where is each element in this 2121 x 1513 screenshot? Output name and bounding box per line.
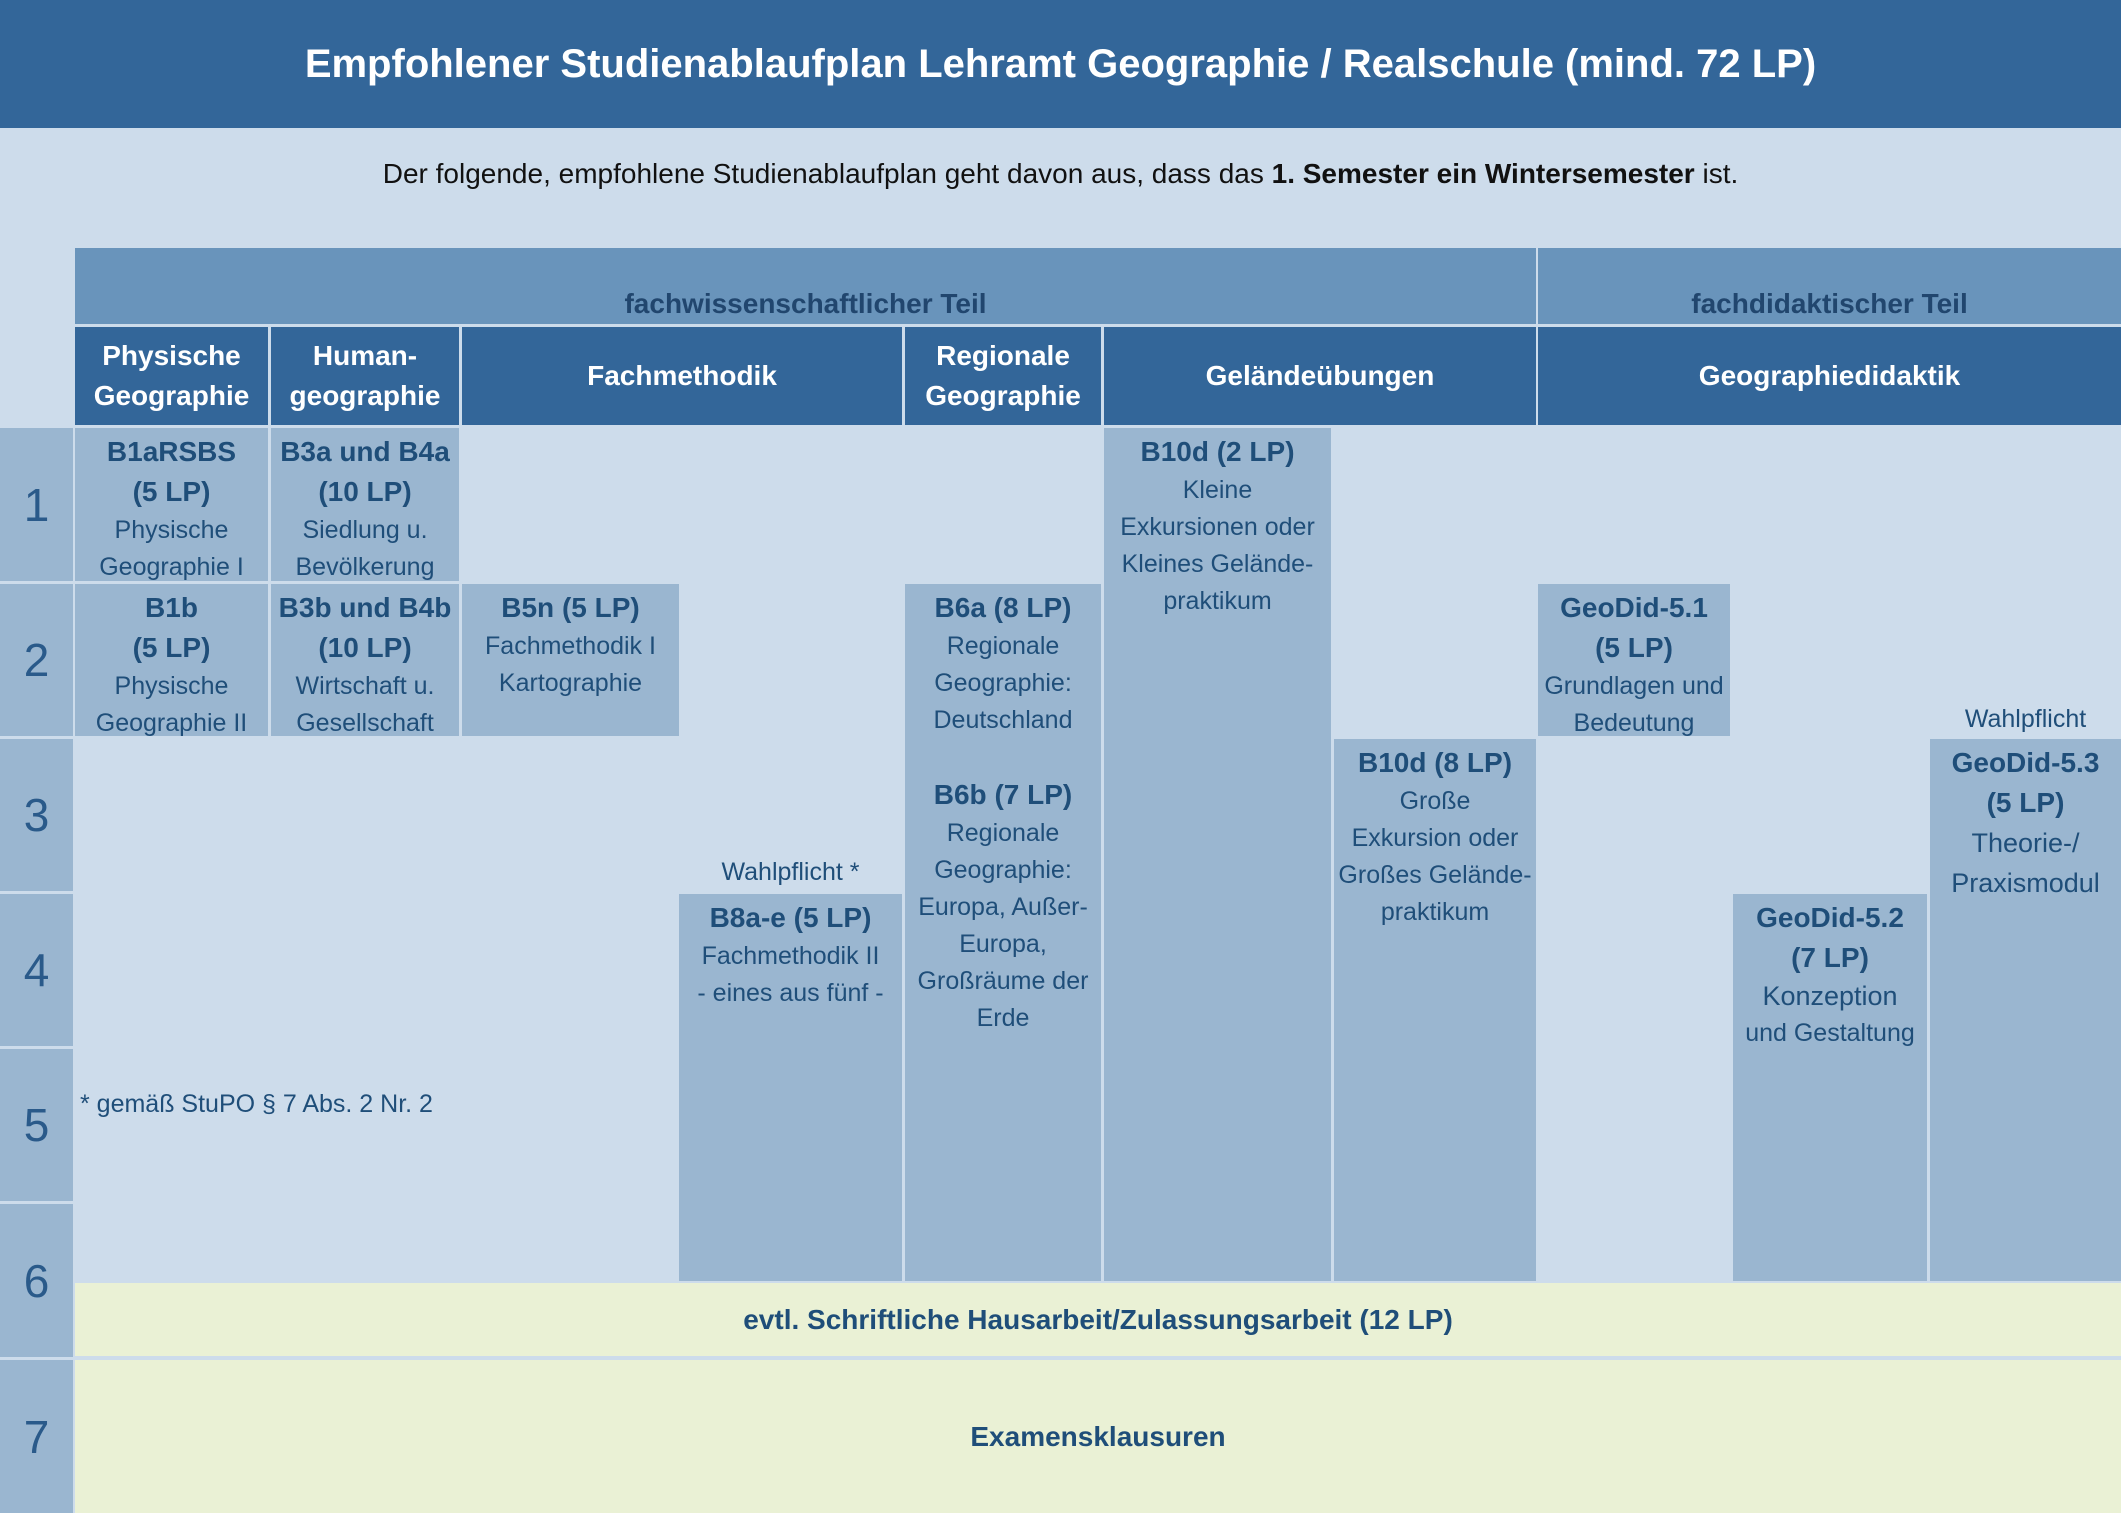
module-b6a-text2: Geographie: — [934, 669, 1072, 697]
semester-7: 7 — [0, 1360, 73, 1513]
module-geodid53-label: Wahlpflicht — [1964, 705, 2087, 733]
module-b10d-gross — [1334, 739, 1536, 1281]
column-human-line2: geographie — [289, 380, 441, 411]
column-regionale-geographie — [905, 327, 1101, 425]
column-humangeographie — [271, 327, 459, 425]
module-geodid53-text1: Theorie-/ — [1971, 828, 2080, 858]
module-b3b-lp: (10 LP) — [318, 632, 412, 663]
module-geodid52-text1: Konzeption — [1762, 981, 1898, 1011]
module-b1b-code: B1b — [145, 592, 198, 623]
module-b3a-text2: Bevölkerung — [295, 553, 435, 581]
module-b3b-text1: Wirtschaft u. — [295, 672, 435, 700]
module-b3a-b4a — [271, 428, 459, 581]
module-b10d-gross-code: B10d (8 LP) — [1357, 747, 1513, 778]
module-b1a-text1: Physische — [114, 516, 229, 544]
module-b3a-code: B3a und B4a — [280, 436, 450, 467]
module-b8-text1: Fachmethodik II — [701, 942, 880, 970]
module-b8 — [679, 894, 902, 1281]
column-gelaendeuebungen: Geländeübungen — [1104, 327, 1536, 425]
hausarbeit-row: evtl. Schriftliche Hausarbeit/Zulassungsarbeit (12 LP) — [75, 1283, 2121, 1356]
module-b6a-text1: Regionale — [946, 632, 1060, 660]
page-title: Empfohlener Studienablaufplan Lehramt Geographie / Realschule (mind. 72 LP) — [0, 0, 2121, 128]
module-b5n-text1: Fachmethodik I — [485, 632, 656, 660]
module-b6b-text2: Geographie: — [934, 856, 1072, 884]
module-geodid51-text1: Grundlagen und — [1544, 672, 1724, 700]
module-b3b-b4b — [271, 584, 459, 736]
module-b8-label: Wahlpflicht * — [721, 858, 860, 886]
module-b1b-text1: Physische — [114, 672, 229, 700]
module-b3b-text2: Gesellschaft — [296, 709, 434, 737]
module-b5n-text2: Kartographie — [498, 669, 643, 697]
semester-2: 2 — [0, 584, 73, 736]
module-b10d-klein-text1: Kleine — [1182, 476, 1253, 504]
module-geodid53-lp: (5 LP) — [1986, 787, 2065, 818]
module-geodid51-lp: (5 LP) — [1595, 632, 1673, 663]
column-fachmethodik: Fachmethodik — [462, 327, 902, 425]
module-b3a-lp: (10 LP) — [318, 476, 412, 507]
module-b1a-text2: Geographie I — [99, 553, 244, 581]
column-physische-line2: Geographie — [93, 380, 250, 411]
module-b10d-gross-text4: praktikum — [1380, 898, 1490, 926]
module-geodid52-lp: (7 LP) — [1791, 942, 1869, 973]
semester-1: 1 — [0, 428, 73, 581]
module-geodid53-text2: Praxismodul — [1951, 868, 2100, 898]
subtitle — [0, 158, 2121, 190]
module-b10d-gross-text3: Großes Gelände- — [1338, 861, 1532, 889]
module-b1b — [75, 584, 268, 736]
module-b8-code: B8a-e (5 LP) — [709, 902, 872, 933]
module-geodid52-text2: und Gestaltung — [1745, 1019, 1915, 1047]
module-b6b-text3: Europa, Außer- — [918, 893, 1088, 921]
module-geodid52-code: GeoDid-5.2 — [1756, 902, 1904, 933]
column-regionale-line2: Geographie — [925, 380, 1081, 411]
module-b6b-text5: Großräume der — [917, 967, 1089, 995]
module-geodid53-code: GeoDid-5.3 — [1951, 747, 2100, 778]
band-fachwissenschaftlich: fachwissenschaftlicher Teil — [75, 248, 1536, 324]
semester-6: 6 — [0, 1204, 73, 1357]
examen-row: Examensklausuren — [75, 1360, 2121, 1513]
module-b6b-code: B6b (7 LP) — [933, 779, 1073, 810]
column-geographiedidaktik: Geographiedidaktik — [1538, 327, 2121, 425]
column-physische-line1: Physische — [102, 340, 241, 371]
module-b6a-code: B6a (8 LP) — [934, 592, 1072, 623]
module-b5n — [462, 584, 679, 736]
module-b6a-text3: Deutschland — [933, 706, 1073, 734]
module-b6b-text6: Erde — [976, 1004, 1030, 1032]
semester-3: 3 — [0, 739, 73, 891]
module-b10d-klein-text4: praktikum — [1163, 587, 1272, 615]
module-geodid-5-3 — [1930, 739, 2121, 1281]
module-b6b-text4: Europa, — [959, 930, 1047, 958]
module-b10d-gross-text1: Große — [1399, 787, 1471, 815]
module-b10d-klein-text3: Kleines Gelände- — [1121, 550, 1314, 578]
module-b1b-text2: Geographie II — [95, 709, 248, 737]
subtitle-prefix: Der folgende, empfohlene Studienablaufplan geht davon aus, dass das — [382, 158, 1272, 189]
module-b3a-text1: Siedlung u. — [302, 516, 428, 544]
module-geodid-5-1 — [1538, 584, 1730, 736]
module-b1a — [75, 428, 268, 581]
semester-4: 4 — [0, 894, 73, 1046]
module-geodid-5-2 — [1733, 894, 1927, 1281]
module-b1a-code: B1aRSBS — [106, 436, 237, 467]
column-physische-geographie — [75, 327, 268, 425]
module-b5n-code: B5n (5 LP) — [501, 592, 640, 623]
band-fachdidaktisch: fachdidaktischer Teil — [1538, 248, 2121, 324]
module-b10d-klein-text2: Exkursionen oder — [1120, 513, 1315, 541]
column-regionale-line1: Regionale — [936, 340, 1070, 371]
module-b1a-lp: (5 LP) — [132, 476, 211, 507]
subtitle-suffix: ist. — [1694, 158, 1739, 189]
module-b10d-klein-code: B10d (2 LP) — [1140, 436, 1295, 467]
column-human-line1: Human- — [312, 340, 418, 371]
module-b10d-klein — [1104, 428, 1331, 1281]
module-b6b-text1: Regionale — [946, 819, 1060, 847]
footnote: * gemäß StuPO § 7 Abs. 2 Nr. 2 — [80, 1090, 433, 1118]
module-regionale — [905, 584, 1101, 1281]
semester-5: 5 — [0, 1049, 73, 1201]
subtitle-bold: 1. Semester ein Wintersemester — [1271, 158, 1695, 189]
module-b1b-lp: (5 LP) — [132, 632, 211, 663]
module-b8-text2: - eines aus fünf - — [697, 979, 884, 1007]
module-geodid51-code: GeoDid-5.1 — [1560, 592, 1708, 623]
module-geodid51-text2: Bedeutung — [1573, 709, 1695, 737]
module-b10d-gross-text2: Exkursion oder — [1351, 824, 1519, 852]
module-b3b-code: B3b und B4b — [278, 592, 452, 623]
